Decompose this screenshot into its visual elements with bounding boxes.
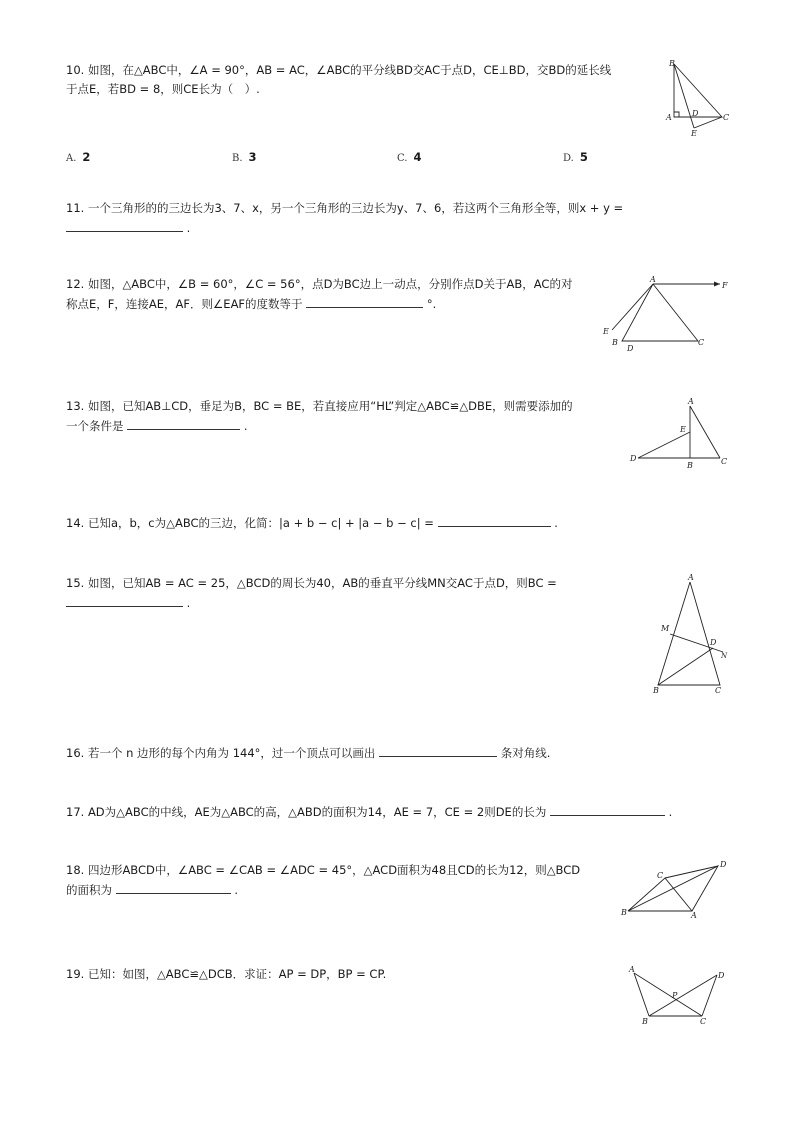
- triangle-bad: [628, 866, 718, 911]
- label-b: B: [642, 1017, 648, 1026]
- q16-line: [66, 743, 550, 763]
- segment-ac: [634, 973, 702, 1016]
- segment-db: [649, 975, 717, 1016]
- label-c: C: [698, 338, 705, 347]
- q17-line-end: .: [668, 805, 673, 819]
- question-11: [66, 199, 623, 238]
- arrowhead-f: [714, 282, 720, 287]
- option-value: 3: [248, 150, 257, 164]
- question-12: [66, 275, 572, 314]
- q12-line2: [66, 294, 572, 314]
- q18-figure: [618, 856, 738, 924]
- answer-blank[interactable]: [66, 593, 183, 607]
- q17-line-start: 17. AD为△ABC的中线，AE为△ABC的高，△ABD的面积为14，AE = 7，CE = 2则DE的长为: [66, 805, 547, 819]
- label-e: E: [603, 327, 609, 336]
- label-c: C: [723, 113, 730, 122]
- option-letter: C.: [397, 153, 408, 164]
- question-13: [66, 397, 573, 436]
- label-a: A: [691, 911, 697, 920]
- answer-blank[interactable]: [66, 218, 183, 232]
- label-b: B: [653, 686, 659, 695]
- segment-ce: [694, 117, 722, 128]
- question-16: [66, 743, 550, 763]
- option-value: 4: [413, 150, 422, 164]
- q16-line-end: 条对角线.: [500, 746, 551, 760]
- answer-blank[interactable]: [438, 513, 551, 527]
- answer-blank[interactable]: [379, 743, 497, 757]
- q19-figure: [622, 962, 734, 1030]
- label-e: E: [680, 425, 686, 434]
- answer-blank[interactable]: [116, 880, 231, 894]
- q10-option-a[interactable]: [66, 150, 90, 166]
- q16-line-start: 16. 若一个 n 边形的每个内角为 144°，过一个顶点可以画出: [66, 746, 376, 760]
- q10-option-c[interactable]: [397, 150, 422, 166]
- option-letter: A.: [66, 153, 77, 164]
- q19-line1: 19. 已知：如图，△ABC≌△DCB．求证：AP = DP，BP = CP.: [66, 967, 387, 981]
- triangle-abc: [622, 284, 698, 341]
- segment-dc: [702, 975, 717, 1016]
- q13-line2: [66, 416, 573, 436]
- label-b: B: [669, 59, 675, 68]
- q15-line2-end: .: [186, 596, 191, 610]
- label-f: F: [722, 281, 728, 290]
- right-angle-mark: [674, 112, 679, 117]
- q17-line: [66, 802, 672, 822]
- segment-cd: [665, 866, 718, 878]
- label-m: M: [661, 624, 670, 633]
- q13-line2-start: 一个条件是: [66, 419, 124, 433]
- q12-figure: [600, 276, 735, 354]
- segment-bd: [658, 648, 713, 685]
- question-14: [66, 513, 558, 533]
- label-n: N: [721, 652, 728, 660]
- q18-line2-start: 的面积为: [66, 883, 112, 897]
- label-c: C: [721, 457, 728, 466]
- segment-be: [674, 64, 694, 128]
- q11-line2-end: .: [186, 221, 191, 235]
- q12-line2-start: 称点E，F，连接AE，AF．则∠EAF的度数等于: [66, 297, 303, 311]
- label-d: D: [692, 109, 699, 118]
- label-b: B: [621, 908, 627, 917]
- question-15: [66, 574, 557, 613]
- segment-de: [638, 432, 690, 458]
- segment-ab: [634, 973, 649, 1016]
- label-c: C: [715, 686, 722, 695]
- question-10: [66, 61, 611, 99]
- option-value: 2: [82, 150, 91, 164]
- answer-blank[interactable]: [550, 802, 665, 816]
- label-a: A: [650, 275, 656, 284]
- q10-option-d[interactable]: [563, 150, 588, 166]
- label-c: C: [700, 1017, 707, 1026]
- q11-line1: 11. 一个三角形的的三边长为3、7、x，另一个三角形的三边长为y、7、6，若这两个三角形全等，则x + y =: [66, 201, 624, 215]
- q14-line: [66, 513, 558, 533]
- q11-line2: [66, 218, 623, 238]
- q15-figure: [650, 572, 735, 698]
- q18-line2: [66, 880, 580, 900]
- q10-option-b[interactable]: [232, 150, 257, 166]
- option-value: 5: [579, 150, 588, 164]
- label-a: A: [666, 113, 672, 122]
- label-b: B: [612, 338, 618, 347]
- label-p: P: [672, 991, 678, 1000]
- q14-line-start: 14. 已知a，b，c为△ABC的三边，化简：|a + b − c| + |a − b − c| =: [66, 516, 434, 530]
- q10-line2: 于点E，若BD = 8，则CE长为（ ）.: [66, 82, 260, 96]
- q15-line1: 15. 如图，已知AB = AC = 25，△BCD的周长为40，AB的垂直平分线MN交AC于点D，则BC =: [66, 576, 557, 590]
- label-d: D: [710, 638, 717, 647]
- question-18: [66, 861, 580, 900]
- label-b: B: [687, 461, 693, 470]
- q10-figure: [660, 58, 732, 138]
- triangle-abc: [658, 582, 720, 685]
- q13-line1: 13. 如图，已知AB⊥CD，垂足为B，BC = BE，若直接应用“HL”判定△ABC≌△DBE，则需要添加的: [66, 399, 573, 413]
- q10-line1: 10. 如图，在△ABC中，∠A = 90°，AB = AC，∠ABC的平分线BD交AC于点D，CE⊥BD，交BD的延长线: [66, 63, 612, 77]
- option-letter: D.: [563, 153, 574, 164]
- q15-line2: [66, 593, 557, 613]
- q13-figure: [625, 396, 735, 472]
- label-d: D: [720, 860, 727, 869]
- label-d: D: [627, 344, 634, 353]
- label-a: A: [629, 965, 635, 974]
- answer-blank[interactable]: [127, 416, 240, 430]
- q13-line2-end: .: [243, 419, 248, 433]
- label-d: D: [630, 454, 637, 463]
- q14-line-end: .: [554, 516, 558, 530]
- segment-ac: [690, 406, 720, 458]
- question-19: [66, 965, 386, 984]
- q12-line1: 12. 如图，△ABC中，∠B = 60°，∠C = 56°，点D为BC边上一动点，分别作点D关于AB，AC的对: [66, 277, 573, 291]
- q12-line2-end: °.: [426, 297, 437, 311]
- label-d: D: [718, 971, 725, 980]
- answer-blank[interactable]: [306, 294, 423, 308]
- label-a: A: [688, 573, 694, 582]
- label-e: E: [691, 129, 697, 138]
- label-a: A: [688, 397, 694, 406]
- segment-ae: [612, 284, 653, 330]
- q18-line2-end: .: [234, 883, 238, 897]
- option-letter: B.: [232, 153, 243, 164]
- question-17: [66, 802, 672, 822]
- q18-line1: 18. 四边形ABCD中，∠ABC = ∠CAB = ∠ADC = 45°，△ACD面积为48且CD的长为12，则△BCD: [66, 863, 581, 877]
- label-c: C: [657, 871, 664, 880]
